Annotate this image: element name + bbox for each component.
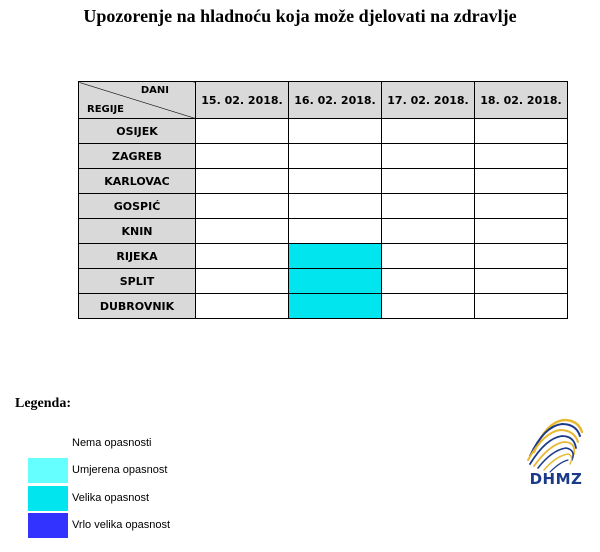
warning-cell xyxy=(196,119,289,144)
warning-cell xyxy=(475,144,568,169)
warning-cell xyxy=(475,119,568,144)
warning-cell xyxy=(289,294,382,319)
legend-label: Vrlo velika opasnost xyxy=(72,519,171,531)
column-axis-label: DANI xyxy=(140,85,169,96)
warning-cell xyxy=(382,144,475,169)
region-label: OSIJEK xyxy=(79,119,196,144)
warning-cell xyxy=(475,294,568,319)
warning-cell xyxy=(382,219,475,244)
warning-cell xyxy=(289,269,382,294)
legend-label: Nema opasnosti xyxy=(72,437,152,449)
warning-cell xyxy=(382,119,475,144)
warning-table xyxy=(78,81,568,319)
table-header-row xyxy=(79,82,568,119)
warning-cell xyxy=(196,169,289,194)
region-label: KNIN xyxy=(79,219,196,244)
warning-cell xyxy=(196,244,289,269)
warning-cell xyxy=(382,269,475,294)
warning-cell xyxy=(289,144,382,169)
region-label: ZAGREB xyxy=(79,144,196,169)
legend-label: Umjerena opasnost xyxy=(72,464,168,476)
warning-cell xyxy=(196,269,289,294)
row-axis-label: REGIJE xyxy=(87,104,125,115)
table-row xyxy=(79,194,568,219)
table-row xyxy=(79,269,568,294)
legend-swatch-none xyxy=(28,430,68,455)
warning-cell xyxy=(289,244,382,269)
table-row xyxy=(79,294,568,319)
warning-cell xyxy=(475,244,568,269)
warning-cell xyxy=(196,194,289,219)
legend-swatch-very-high xyxy=(28,513,68,538)
table-row xyxy=(79,119,568,144)
warning-cell xyxy=(382,244,475,269)
region-label: GOSPIĆ xyxy=(79,194,196,219)
legend-swatch-moderate xyxy=(28,458,68,483)
legend-label: Velika opasnost xyxy=(72,492,150,504)
warning-cell xyxy=(475,194,568,219)
region-label: KARLOVAC xyxy=(79,169,196,194)
warning-cell xyxy=(289,119,382,144)
date-header: 16. 02. 2018. xyxy=(289,82,382,119)
table-corner-cell xyxy=(79,82,196,119)
warning-cell xyxy=(475,169,568,194)
warning-cell xyxy=(475,269,568,294)
legend-swatch-high xyxy=(28,486,68,511)
warning-cell xyxy=(196,294,289,319)
legend-title: Legenda: xyxy=(15,396,71,411)
table-row xyxy=(79,144,568,169)
date-header: 18. 02. 2018. xyxy=(475,82,568,119)
warning-cell xyxy=(382,169,475,194)
table-row xyxy=(79,169,568,194)
region-label: DUBROVNIK xyxy=(79,294,196,319)
region-label: SPLIT xyxy=(79,269,196,294)
logo-text: DHMZ xyxy=(529,470,583,488)
warning-cell xyxy=(196,144,289,169)
page-title: Upozorenje na hladnoću koja može djelovati na zdravlje xyxy=(83,6,517,26)
warning-cell xyxy=(289,219,382,244)
warning-cell xyxy=(382,194,475,219)
warning-cell xyxy=(196,219,289,244)
warning-cell xyxy=(289,169,382,194)
region-label: RIJEKA xyxy=(79,244,196,269)
warning-cell xyxy=(289,194,382,219)
table-row xyxy=(79,219,568,244)
warning-cell xyxy=(382,294,475,319)
date-header: 15. 02. 2018. xyxy=(196,82,289,119)
warning-cell xyxy=(475,219,568,244)
table-row xyxy=(79,244,568,269)
date-header: 17. 02. 2018. xyxy=(382,82,475,119)
